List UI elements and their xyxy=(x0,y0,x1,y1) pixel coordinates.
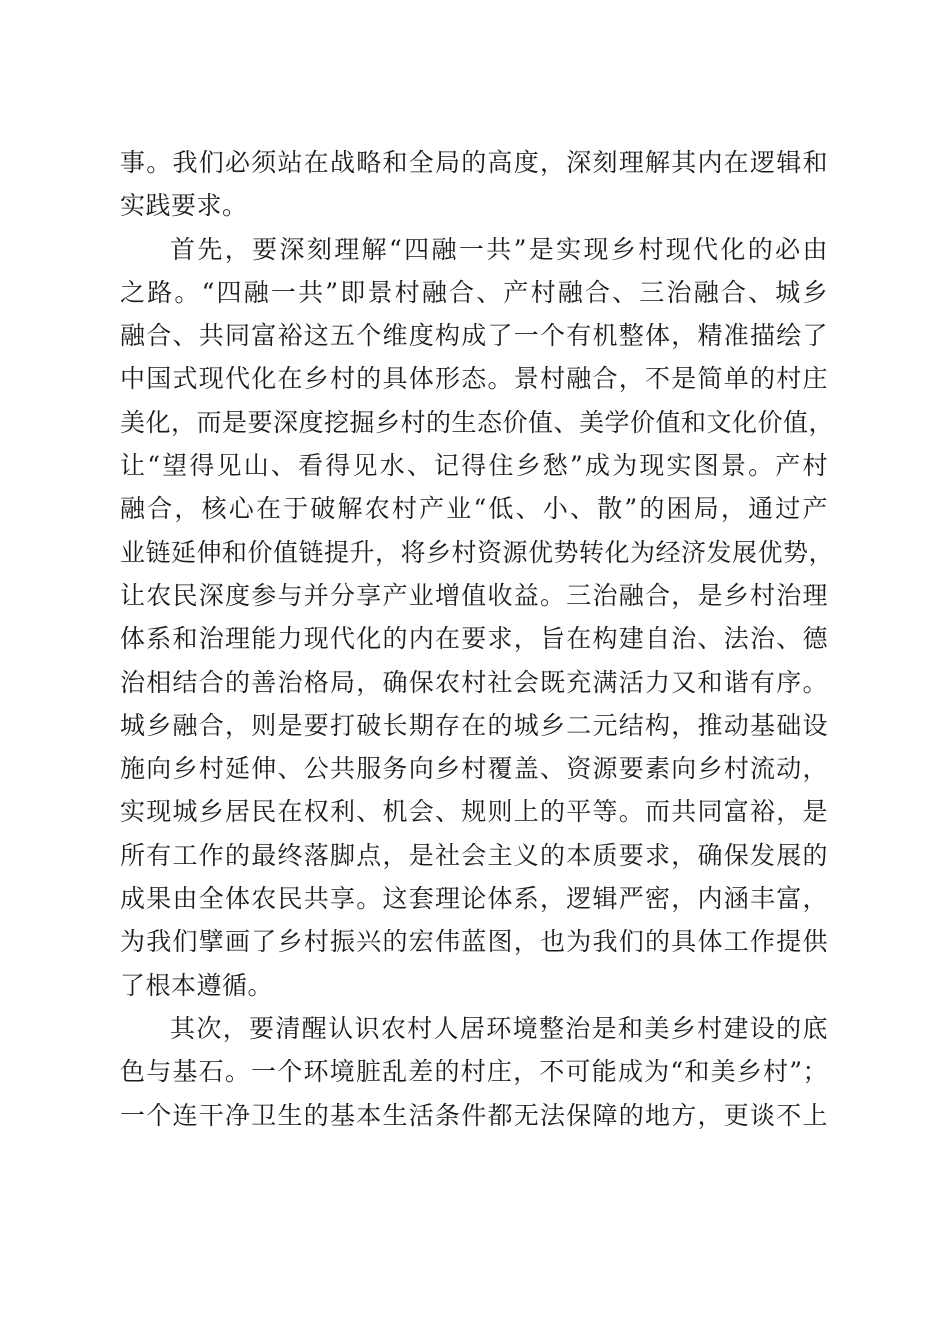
body-text xyxy=(120,141,835,1137)
text-line: 色与基石。一个环境脏乱差的村庄，不可能成为“和美乡村”； xyxy=(120,1057,828,1087)
text-line: 融合，核心在于破解农村产业“低、小、散”的困局，通过产 xyxy=(120,494,828,524)
text-line: 了根本遵循。 xyxy=(120,970,274,1000)
text-line: 之路。“四融一共”即景村融合、产村融合、三治融合、城乡 xyxy=(120,277,828,307)
text-line: 首先，要深刻理解“四融一共”是实现乡村现代化的必由 xyxy=(170,234,828,264)
text-line: 为我们擘画了乡村振兴的宏伟蓝图，也为我们的具体工作提供 xyxy=(120,927,828,957)
text-line: 让农民深度参与并分享产业增值收益。三治融合，是乡村治理 xyxy=(120,580,828,610)
text-line: 融合、共同富裕这五个维度构成了一个有机整体，精准描绘了 xyxy=(120,321,828,351)
text-line: 体系和治理能力现代化的内在要求，旨在构建自治、法治、德 xyxy=(120,624,828,654)
text-line: 城乡融合，则是要打破长期存在的城乡二元结构，推动基础设 xyxy=(120,710,828,740)
text-line: 施向乡村延伸、公共服务向乡村覆盖、资源要素向乡村流动， xyxy=(120,754,828,784)
text-line: 一个连干净卫生的基本生活条件都无法保障的地方，更谈不上 xyxy=(120,1100,828,1130)
text-line: 业链延伸和价值链提升，将乡村资源优势转化为经济发展优势， xyxy=(120,537,835,567)
text-line: 其次，要清醒认识农村人居环境整治是和美乡村建设的底 xyxy=(170,1013,828,1043)
text-line: 成果由全体农民共享。这套理论体系，逻辑严密，内涵丰富， xyxy=(120,884,828,914)
text-line: 实践要求。 xyxy=(120,191,248,221)
text-line: 美化，而是要深度挖掘乡村的生态价值、美学价值和文化价值， xyxy=(120,407,835,437)
text-line: 事。我们必须站在战略和全局的高度，深刻理解其内在逻辑和 xyxy=(120,148,828,177)
text-line: 治相结合的善治格局，确保农村社会既充满活力又和谐有序。 xyxy=(120,667,828,697)
text-line: 实现城乡居民在权利、机会、规则上的平等。而共同富裕，是 xyxy=(120,797,828,827)
text-line: 中国式现代化在乡村的具体形态。景村融合，不是简单的村庄 xyxy=(120,364,828,394)
text-line: 让“望得见山、看得见水、记得住乡愁”成为现实图景。产村 xyxy=(120,451,828,481)
text-line: 所有工作的最终落脚点，是社会主义的本质要求，确保发展的 xyxy=(120,840,828,870)
